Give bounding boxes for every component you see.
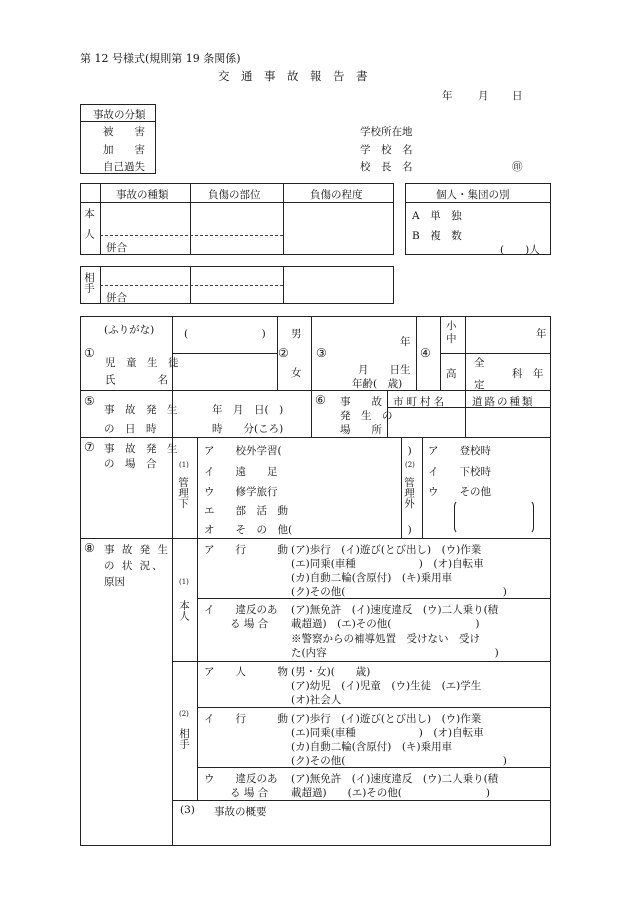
school-address-label: 学校所在地 [360,126,413,138]
sub-2-kanri: (2) [405,461,415,469]
aite-violation-1: (ア)無免許 (イ)速度違反 (ウ)二人乗り(積 [291,773,499,785]
col-accident-type: 事故の種類 [116,189,169,201]
tei-label: 定 [474,379,485,391]
num-5: ⑤ [84,394,95,408]
sub-1-honnin: (1) [179,578,189,586]
furigana-label: (ふりがな) [104,324,155,336]
kanrigai-item-u: ウ その他 [428,486,491,498]
city-label: 市町村名 [393,396,447,408]
principal-name-label: 校 長 名 [360,161,413,173]
zen-label: 全 [474,357,485,369]
group-single: A 単 独 [412,210,462,222]
honnin-action-4: (ク)その他( ) [291,586,507,598]
aite-action-2: (エ)同乗(車種 ) (オ)自転車 [291,727,484,739]
occurrence-label1: 事 故 発 生 [104,404,178,416]
kanrika-item-a: ア 校外学習( ) [204,445,412,457]
birth-year: 年 [400,336,411,348]
kanrika-item-o: オ そ の 他( ) [204,524,412,536]
honnin-violation-2: 載超過) (エ)その他( ) [291,618,480,630]
aite-violation-label1: ウ 違反のあ [204,773,278,785]
grade-year: 年 [536,328,547,340]
num-3: ③ [316,346,327,360]
summary-label: 事故の概要 [214,806,267,818]
kanrigai-item-i: イ 下校時 [428,466,491,478]
category-heading: 事故の分類 [93,109,146,121]
date-year: 年 [442,90,453,102]
circumstance-label1: 事 故 発 生 [104,544,171,556]
num-2: ② [278,346,289,360]
shochu-label: 小中 [446,320,457,345]
aite-person-3: (オ)社会人 [291,694,342,706]
group-heading: 個人・集団の別 [436,189,510,201]
document-title: 交 通 事 故 報 告 書 [218,69,368,83]
circumstance-label3: 原因 [104,576,125,588]
aite-action-3: (カ)自動二輪(含原付) (キ)乗用車 [291,741,453,753]
aite-action-1: (ア)歩行 (イ)遊び(とび出し) (ウ)作業 [291,713,482,725]
aite-violation-label2: る 場 合 [230,787,269,799]
num-8: ⑧ [84,541,95,555]
honnin-action-1: (ア)歩行 (イ)遊び(とび出し) (ウ)作業 [291,544,482,556]
date-month: 月 [478,90,489,102]
category-jiko: 自己過失 [103,161,145,173]
honnin-violation-4: た(内容 ) [291,647,499,659]
honnin-violation-label1: イ 違反のあ [204,604,278,616]
kanrigai-label: 管理外 [403,477,415,509]
group-multiple: B 複 数 [412,230,462,242]
honnin-violation-3: ※警察からの補導処置 受けない 受け [291,633,480,645]
gender-male: 男 [291,328,302,340]
occurrence-label2: の 日 時 [104,423,157,435]
num-7: ⑦ [84,440,95,454]
school-name-label: 学 校 名 [360,144,413,156]
student-name-label2: 氏 名 [105,374,168,386]
birth-date: 月 日生 [358,364,411,376]
aite-label: 相手 [178,728,190,749]
furigana-paren: ( ) [184,328,266,340]
honnin-heigo: 併合 [106,242,127,254]
aite-heigo: 併合 [106,292,127,304]
student-name-label1: 児 童 生 徒 [105,357,179,369]
kanrigai-item-a: ア 登校時 [428,445,491,457]
seal-mark: ㊞ [512,161,523,173]
honnin-action-2: (エ)同乗(車種 ) (オ)自転車 [291,558,484,570]
age-label: 年齢( 歳) [352,378,403,390]
situation-label2: の 場 合 [104,458,157,470]
sub-3: (3) [180,804,195,816]
aite-violation-2: 載超過) (エ)その他( ) [291,787,490,799]
kanrika-item-i: イ 遠 足 [204,466,278,478]
road-label: 道路の種類 [472,396,535,408]
col-injury-part: 負傷の部位 [208,189,261,201]
kanrika-label: 管理下 [177,477,189,509]
category-kagai: 加 害 [103,144,145,156]
koko-label: 高 [446,368,457,380]
aite-action-label: イ 行 動 [204,713,288,725]
row-aite: 相手 [83,272,95,293]
honnin-action-label: ア 行 動 [204,544,288,556]
occurrence-date: 年 月 日( ) [212,404,284,416]
honnin-violation-label2: る 場 合 [230,618,269,630]
group-count: ( )人 [500,244,540,256]
kanrigai-other-bracket [454,500,534,534]
num-4: ④ [420,346,431,360]
kanrika-item-e: エ 部 活 動 [204,505,288,517]
honnin-label: 本人 [178,600,190,621]
aite-person-label: ア 人 物 [204,666,288,678]
honnin-violation-1: (ア)無免許 (イ)速度違反 (ウ)二人乗り(積 [291,604,499,616]
place-label2: 発 生 の [340,410,393,422]
aite-person-2: (ア)幼児 (イ)児童 (ウ)生徒 (エ)学生 [291,680,482,692]
num-1: ① [84,346,95,360]
row-honnin: 本人 [83,208,95,249]
place-label3: 場 所 [340,424,382,436]
gender-female: 女 [291,367,302,379]
date-day: 日 [512,90,523,102]
kanrika-item-u: ウ 修学旅行 [204,486,278,498]
occurrence-time: 時 分(ころ) [212,423,284,435]
situation-label1: 事 故 発 生 [104,443,178,455]
sub-1-kanri: (1) [179,461,189,469]
form-number: 第 12 号様式(規則第 19 条関係) [80,52,241,65]
category-higai: 被 害 [103,126,145,138]
col-injury-degree: 負傷の程度 [310,189,363,201]
honnin-action-3: (カ)自動二輪(含原付) (キ)乗用車 [291,572,453,584]
place-label1: 事 故 [340,396,382,408]
circumstance-label2: の 状 況、 [104,560,165,572]
sub-2-aite: (2) [179,710,189,718]
aite-action-4: (ク)その他( ) [291,755,507,767]
num-6: ⑥ [315,393,326,407]
ka-nen-label: 科 年 [512,368,544,380]
aite-person-1: (男・女)( 歳) [291,666,371,678]
